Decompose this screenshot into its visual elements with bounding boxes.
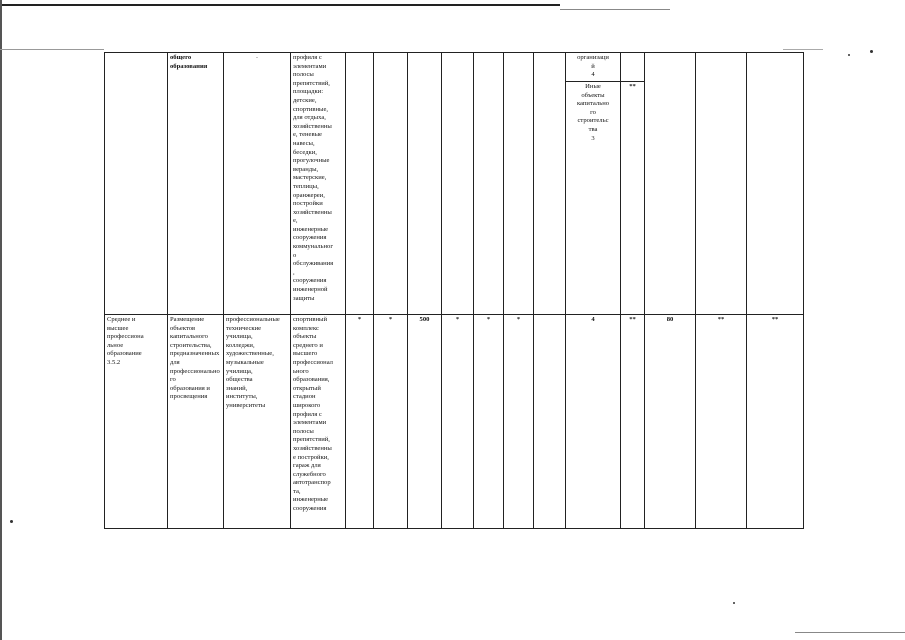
asterisk-mark: * — [388, 316, 393, 323]
cell-auxiliary-uses — [291, 315, 346, 529]
split-bottom — [621, 82, 644, 92]
cell-param — [747, 315, 804, 529]
cell-description — [168, 53, 224, 315]
cell-land-use-name — [105, 315, 168, 529]
land-use-regulations-table — [104, 52, 804, 529]
cell-param — [346, 315, 374, 529]
double-asterisk-mark: ** — [717, 316, 725, 323]
floors-value: 4 — [591, 316, 595, 323]
cell-param — [346, 53, 374, 315]
land-use-name-text: Среднее и высшее профессиона льное образование 3.5.2 — [107, 316, 144, 366]
cell-param — [374, 315, 408, 529]
cell-param — [374, 53, 408, 315]
cell-param — [504, 53, 534, 315]
cell-param — [442, 53, 474, 315]
scan-edge-top — [0, 4, 560, 6]
scan-speck — [733, 602, 735, 604]
scan-edge-top-right — [560, 9, 670, 10]
cell-param — [474, 315, 504, 529]
scan-speck — [10, 520, 13, 523]
cell-param — [442, 315, 474, 529]
cell-auxiliary-uses — [291, 53, 346, 315]
floors-bottom — [566, 82, 620, 143]
auxiliary-uses-text: спортивный комплекс объекты среднего и высшего профессионал ьного образования, открытый стадион широкого профиля с элементами полосы препятствий, хозяйственны е постройки, гараж для служебного автотранспор та, инженерные сооружения — [293, 316, 333, 513]
double-asterisk-mark: ** — [771, 316, 779, 323]
table-row — [105, 315, 804, 529]
cell-param — [408, 315, 442, 529]
description-text: общего образования — [170, 54, 208, 70]
double-asterisk-mark: ** — [629, 83, 636, 90]
asterisk-mark: * — [486, 316, 491, 323]
cell-split — [621, 53, 645, 315]
cell-param — [621, 315, 645, 529]
scan-speck — [870, 50, 873, 53]
cell-param — [534, 53, 566, 315]
cell-description — [168, 315, 224, 529]
coverage-value: 80 — [666, 316, 674, 323]
cell-param — [747, 53, 804, 315]
floors-bottom-text: Иные объекты капитально го строительс тва 3 — [576, 83, 610, 142]
description-text: Размещение объектов капитального строительства, предназначенных для профессионального образования и просвещения — [170, 316, 220, 401]
cell-floors — [566, 315, 621, 529]
asterisk-mark: * — [455, 316, 460, 323]
cell-land-use-name — [105, 53, 168, 315]
table-row — [105, 53, 804, 315]
asterisk-mark: * — [357, 316, 362, 323]
cell-param — [696, 315, 747, 529]
double-asterisk-mark: ** — [629, 316, 636, 323]
cell-param — [696, 53, 747, 315]
split-top — [621, 53, 644, 82]
auxiliary-uses-text: профиля с элементами полосы препятствий, площадки: детские, спортивные, для отдыха, хозяйственны е, теневые навесы, беседки, прогулочные веранды, мастерские, теплицы, оранжереи, постройки хозяйственны е, инженерные сооружения коммунальног о обслуживания , сооружения инженерной защиты — [293, 54, 334, 302]
examples-text: профессиональные технические училища, колледжи, художественные, музыкальные училища, общества знаний, институты, университеты — [226, 316, 280, 409]
cell-param — [474, 53, 504, 315]
cell-param — [408, 53, 442, 315]
cell-param — [534, 315, 566, 529]
scan-line-upper-right — [783, 49, 823, 50]
floors-top-text: организаци й 4 — [577, 54, 609, 79]
cell-param — [645, 53, 696, 315]
scan-speck — [848, 54, 850, 56]
area-value: 500 — [419, 316, 430, 323]
cell-floors-split — [566, 53, 621, 315]
cell-param — [504, 315, 534, 529]
cell-coverage — [645, 315, 696, 529]
scan-line-bottom-right — [795, 632, 905, 633]
cell-examples — [224, 315, 291, 529]
cell-examples — [224, 53, 291, 315]
scan-edge-left — [0, 0, 2, 640]
dash-mark: - — [255, 54, 259, 61]
floors-top — [566, 53, 620, 82]
asterisk-mark: * — [516, 316, 521, 323]
scan-line-upper-left — [0, 49, 104, 50]
